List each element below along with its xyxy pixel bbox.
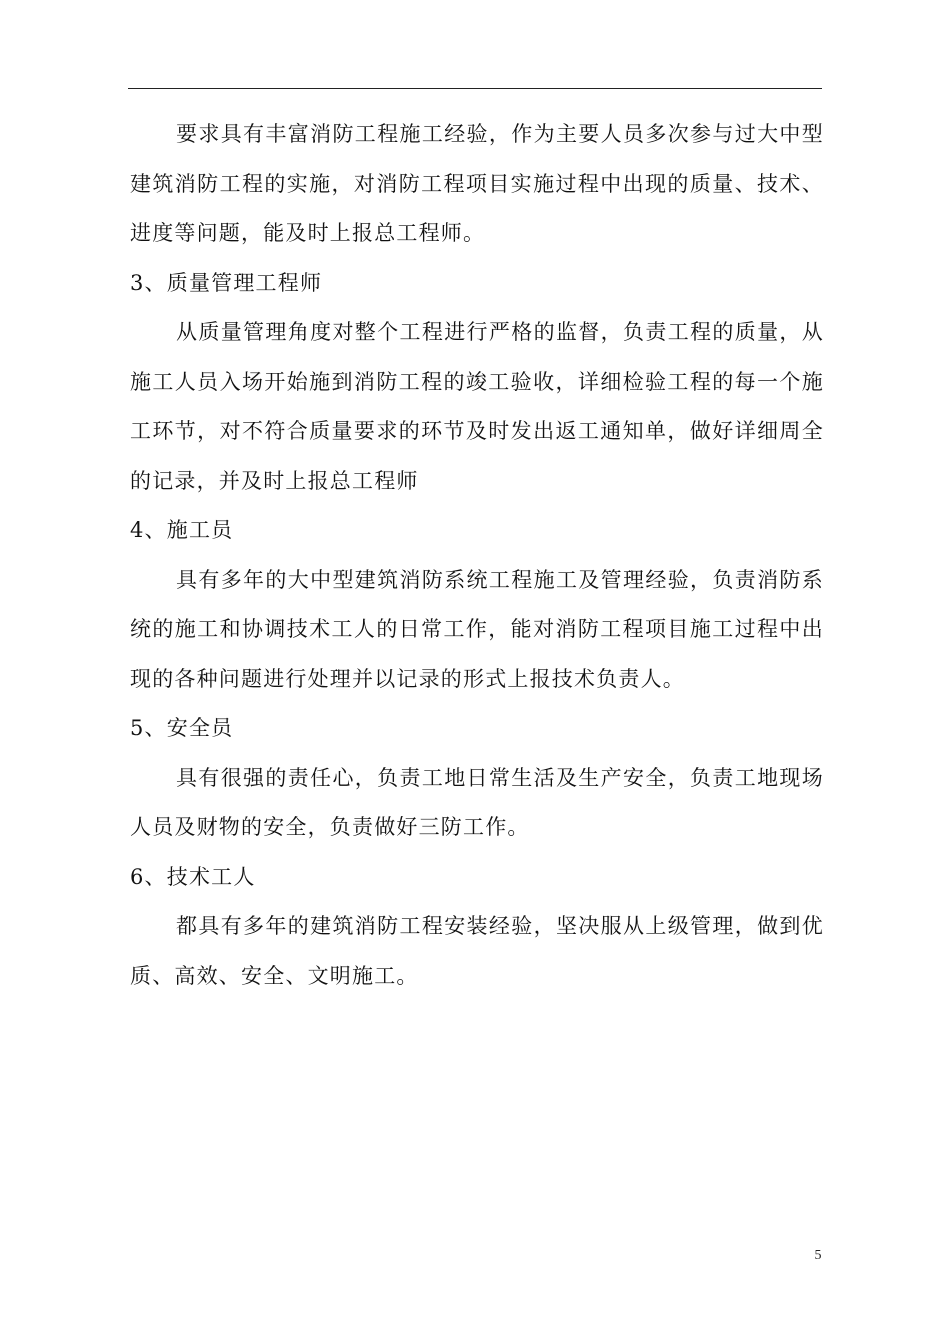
paragraph-requirements: 要求具有丰富消防工程施工经验，作为主要人员多次参与过大中型建筑消防工程的实施，对消防工程项目实施过程中出现的质量、技术、进度等问题，能及时上报总工程师。 bbox=[130, 122, 824, 245]
header-rule bbox=[128, 88, 822, 89]
heading-quality-engineer: 3、质量管理工程师 bbox=[130, 270, 323, 295]
paragraph-technical-workers: 都具有多年的建筑消防工程安装经验，坚决服从上级管理，做到优质、高效、安全、文明施工。 bbox=[130, 914, 824, 988]
document-body bbox=[130, 110, 824, 1001]
paragraph-quality-engineer: 从质量管理角度对整个工程进行严格的监督，负责工程的质量，从施工人员入场开始施到消防工程的竣工验收，详细检验工程的每一个施工环节，对不符合质量要求的环节及时发出返工通知单，做好详细周全的记录，并及时上报总工程师 bbox=[130, 320, 824, 493]
heading-safety-officer: 5、安全员 bbox=[130, 716, 234, 740]
paragraph-construction-worker: 具有多年的大中型建筑消防系统工程施工及管理经验，负责消防系统的施工和协调技术工人的日常工作，能对消防工程项目施工过程中出现的各种问题进行处理并以记录的形式上报技术负责人。 bbox=[130, 567, 824, 691]
page-number: 5 bbox=[814, 1248, 822, 1263]
heading-construction-worker: 4、施工员 bbox=[130, 518, 234, 542]
paragraph-safety-officer: 具有很强的责任心，负责工地日常生活及生产安全，负责工地现场人员及财物的安全，负责做好三防工作。 bbox=[130, 765, 824, 839]
heading-technical-workers: 6、技术工人 bbox=[130, 864, 256, 889]
